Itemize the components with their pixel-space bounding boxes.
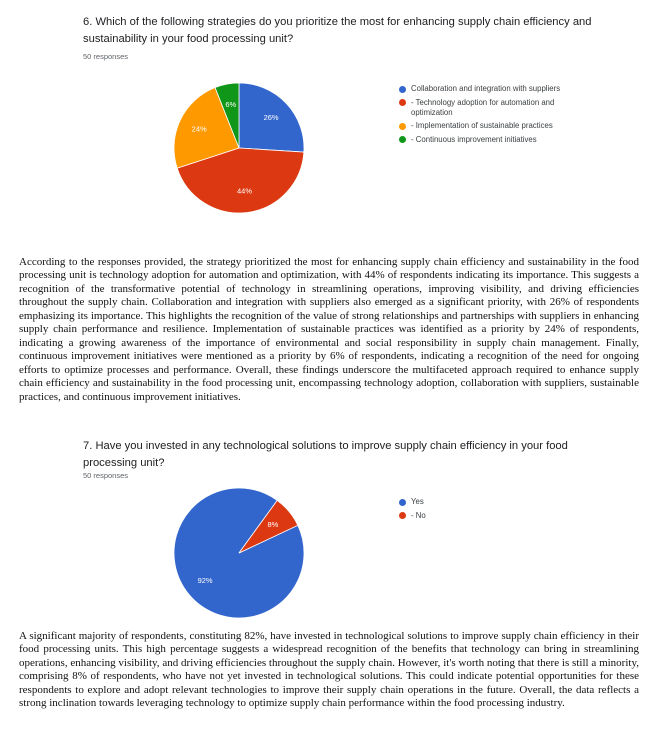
- analysis-paragraph-1: According to the responses provided, the strategy prioritized the most for enhancing supply chain efficiency and sustainability in the food processing unit is technology adoption for automation and optimization, with 44% of respondents indicating its importance. This suggests a recognition of the transformative potential of technology in streamlining operations, improving visibility, and driving efficiencies throughout the supply chain. Collaboration and integration with suppliers also emerged as a significant priority, with 26% of respondents emphasizing its importance. This highlights the recognition of the value of strong relationships and partnerships with suppliers in enhancing supply chain performance and resilience. Implementation of sustainable practices was identified as a priority by 24% of respondents, indicating a growing awareness of the importance of environmental and social responsibility in supply chain management. Finally, continuous improvement initiatives were mentioned as a priority by 6% of respondents, indicating a recognition of the need for ongoing efforts to optimize processes and performance. Overall, these findings underscore the multifaceted approach required to enhance supply chain efficiency and sustainability in the food processing unit, encompassing technology adoption, collaboration with suppliers, sustainable practices, and continuous improvement initiatives.: [19, 256, 639, 403]
- pie-slice-label-1-2: 24%: [191, 124, 207, 134]
- legend-label: Yes: [411, 497, 424, 506]
- pie-slice-label-1-1: 44%: [237, 186, 253, 196]
- pie-slice-label-2-0: 92%: [197, 576, 213, 586]
- legend-label: - Continuous improvement initiatives: [411, 134, 537, 144]
- question-7-title: 7. Have you invested in any technological solutions to improve supply chain efficiency in your food processing unit?: [83, 440, 568, 469]
- legend-swatch: [399, 499, 406, 506]
- question-7-response-count: 50 responses: [83, 471, 129, 480]
- legend-label: Collaboration and integration with suppliers: [411, 84, 561, 93]
- pie-slice-label-1-3: 6%: [225, 99, 237, 109]
- legend-label: - No: [411, 510, 426, 520]
- legend-item-2-0: [399, 497, 569, 507]
- pie-slice-label-1-0: 26%: [263, 112, 279, 122]
- legend-label: - Implementation of sustainable practices: [411, 121, 553, 130]
- question-6-title: 6. Which of the following strategies do you prioritize the most for enhancing supply chain efficiency and sustainability in your food processing unit?: [83, 16, 592, 45]
- legend-swatch: [399, 512, 406, 519]
- legend-label: - Technology adoption for automation and optimization: [411, 97, 555, 117]
- legend-q7: [399, 497, 569, 524]
- legend-item-2-1: [399, 511, 569, 521]
- pie-slice-label-2-1: 8%: [267, 519, 279, 529]
- question-6-response-count: 50 responses: [83, 52, 129, 61]
- analysis-paragraph-2: A significant majority of respondents, constituting 82%, have invested in technological solutions to improve supply chain efficiency in their food processing units. This high percentage suggests a widespread recognition of the benefits that technology can bring in streamlining operations, enhancing visibility, and driving efficiencies throughout the supply chain. However, it's worth noting that there is still a minority, comprising 8% of respondents, who have not yet invested in technological solutions. This could indicate potential opportunities for these respondents to explore and adopt relevant technologies to improve their supply chain operations in the future. Overall, the data reflects a strong inclination towards leveraging technology to optimize supply chain performance within the food processing industry.: [19, 630, 639, 710]
